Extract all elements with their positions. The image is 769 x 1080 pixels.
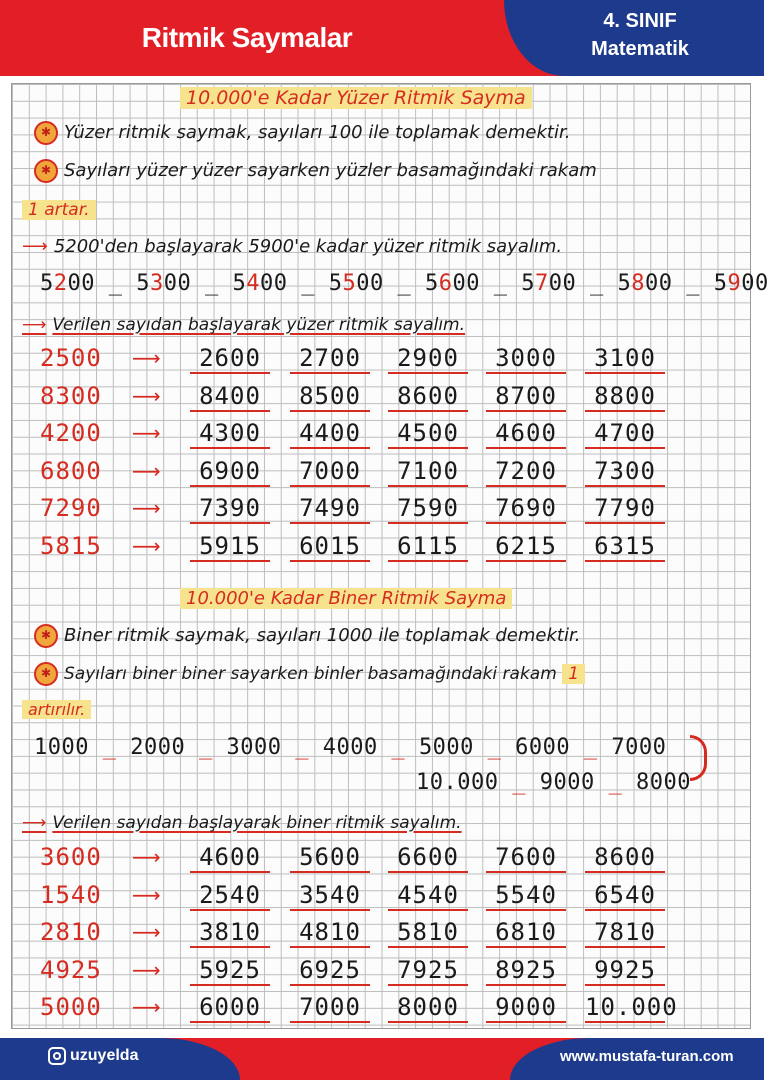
sequence-number: 5000 bbox=[418, 735, 474, 760]
right-arrow-icon: ⟶ bbox=[132, 346, 161, 370]
answer-cell: 7925 bbox=[388, 956, 468, 986]
answer-cell: 4700 bbox=[585, 419, 665, 449]
answer-cell: 9000 bbox=[486, 993, 566, 1023]
answer-cell: 7590 bbox=[388, 494, 468, 524]
sequence-number: 6000 bbox=[515, 735, 571, 760]
digit: 00 bbox=[645, 271, 673, 296]
answer-cell: 6540 bbox=[585, 881, 665, 911]
highlighted-digit: 9 bbox=[727, 271, 742, 296]
answer-cell: 8700 bbox=[486, 382, 566, 412]
table-row bbox=[40, 532, 680, 562]
table-row bbox=[40, 344, 680, 374]
start-number: 3600 bbox=[40, 843, 102, 871]
answer-cell: 6000 bbox=[190, 993, 270, 1023]
answer-cell: 2700 bbox=[290, 344, 370, 374]
table-row bbox=[40, 881, 680, 911]
answer-cell: 7600 bbox=[486, 843, 566, 873]
sequence-separator: _ bbox=[383, 271, 425, 296]
sequence-number: 8000 bbox=[635, 770, 691, 795]
start-number: 7290 bbox=[40, 494, 102, 522]
answer-cell: 3540 bbox=[290, 881, 370, 911]
section1-rule1: ✱ Yüzer ritmik saymak, sayıları 100 ile toplamak demektir. bbox=[34, 121, 570, 145]
digit: 5 bbox=[713, 271, 728, 296]
star-bullet-icon: ✱ bbox=[34, 662, 58, 686]
answer-cell: 7490 bbox=[290, 494, 370, 524]
right-arrow-icon: ⟶ bbox=[22, 236, 48, 257]
answer-cell: 5600 bbox=[290, 843, 370, 873]
start-number: 6800 bbox=[40, 456, 102, 485]
right-arrow-icon: ⟶ bbox=[132, 957, 161, 982]
star-bullet-icon: ✱ bbox=[34, 624, 58, 648]
digit: 00 bbox=[260, 271, 288, 296]
sequence-number bbox=[40, 271, 95, 296]
highlighted-digit: 6 bbox=[438, 271, 453, 296]
sequence-separator: _ bbox=[287, 271, 329, 296]
right-arrow-icon: ⟶ bbox=[132, 496, 161, 520]
answer-cell: 6315 bbox=[585, 532, 665, 562]
digit: 5 bbox=[136, 271, 150, 296]
answer-cell: 7100 bbox=[388, 457, 468, 487]
answer-cell: 4810 bbox=[290, 918, 370, 948]
sequence-number: 4000 bbox=[322, 735, 378, 760]
table-row bbox=[40, 956, 680, 986]
answer-cell: 4300 bbox=[190, 419, 270, 449]
sequence-separator: _ bbox=[576, 271, 618, 296]
right-arrow-icon: ⟶ bbox=[22, 813, 47, 833]
sequence-separator: _ bbox=[480, 271, 522, 296]
start-number: 5000 bbox=[40, 993, 102, 1021]
sequence-separator: _ bbox=[185, 735, 227, 760]
table-row bbox=[40, 419, 680, 449]
right-arrow-icon: ⟶ bbox=[132, 383, 161, 408]
answer-cell: 2600 bbox=[190, 344, 270, 374]
answer-cell: 7810 bbox=[585, 918, 665, 948]
sequence-number: 9000 bbox=[539, 770, 595, 795]
section1-rule2: ✱ Sayıları yüzer yüzer sayarken yüzler basamağındaki rakam bbox=[34, 159, 597, 183]
start-number: 1540 bbox=[40, 880, 102, 909]
sequence-number: 7000 bbox=[611, 735, 667, 760]
answer-cell: 8800 bbox=[585, 382, 665, 412]
highlighted-digit: 4 bbox=[246, 271, 260, 296]
digit: 5 bbox=[40, 271, 54, 296]
website-link[interactable]: www.mustafa-turan.com bbox=[560, 1048, 734, 1065]
sequence-number: 1000 bbox=[34, 735, 89, 760]
sequence-separator: _ bbox=[473, 735, 516, 760]
sequence-number bbox=[136, 271, 191, 296]
answer-cell: 10.000 bbox=[585, 993, 678, 1021]
table-row bbox=[40, 843, 680, 873]
digit: 00 bbox=[67, 271, 95, 296]
start-number: 4925 bbox=[40, 955, 102, 984]
sequence-separator: _ bbox=[570, 735, 612, 760]
right-arrow-icon: ⟶ bbox=[132, 533, 161, 558]
answer-cell: 6810 bbox=[486, 918, 566, 948]
thousands-sequence-line1 bbox=[34, 735, 666, 760]
section2-title: 10.000'e Kadar Biner Ritmik Sayma bbox=[180, 588, 512, 609]
answer-cell: 4400 bbox=[290, 419, 370, 449]
section2-task-intro: ⟶ Verilen sayıdan başlayarak biner ritmik sayalım. bbox=[22, 813, 462, 833]
sequence-separator: _ bbox=[88, 735, 131, 760]
right-arrow-icon: ⟶ bbox=[132, 421, 161, 445]
answer-cell: 4600 bbox=[486, 419, 566, 449]
digit: 00 bbox=[163, 271, 192, 296]
sequence-separator: _ bbox=[281, 735, 323, 760]
sequence-number bbox=[521, 271, 576, 296]
sequence-separator: _ bbox=[191, 271, 233, 296]
section2-rule1: ✱ Biner ritmik saymak, sayıları 1000 ile toplamak demektir. bbox=[34, 624, 580, 648]
answer-cell: 7790 bbox=[585, 494, 665, 524]
sequence-number: 2000 bbox=[130, 735, 186, 760]
answer-cell: 8600 bbox=[585, 843, 665, 873]
answer-cell: 7000 bbox=[290, 993, 370, 1023]
answer-cell: 4500 bbox=[388, 419, 468, 449]
highlighted-one: 1 bbox=[562, 664, 585, 684]
sequence-number bbox=[425, 271, 480, 296]
start-number: 2810 bbox=[40, 918, 102, 946]
sequence-number bbox=[233, 271, 288, 296]
page-title: Ritmik Saymalar bbox=[141, 22, 353, 53]
answer-cell: 5810 bbox=[388, 918, 468, 948]
right-arrow-icon: ⟶ bbox=[132, 845, 161, 869]
grade-label: 4. SINIF bbox=[603, 10, 677, 32]
answer-cell: 3810 bbox=[190, 918, 270, 948]
table-row bbox=[40, 382, 680, 412]
star-bullet-icon: ✱ bbox=[34, 121, 58, 145]
answer-cell: 7390 bbox=[190, 494, 270, 524]
answer-cell: 8500 bbox=[290, 382, 370, 412]
start-number: 4200 bbox=[40, 419, 102, 447]
digit: 00 bbox=[741, 271, 769, 296]
answer-cell: 7690 bbox=[486, 494, 566, 524]
answer-cell: 6115 bbox=[388, 532, 468, 562]
start-number: 8300 bbox=[40, 381, 102, 410]
table-row bbox=[40, 993, 680, 1023]
answer-cell: 6900 bbox=[190, 457, 270, 487]
example-sequence bbox=[40, 271, 769, 296]
start-number: 2500 bbox=[40, 344, 102, 372]
digit: 00 bbox=[452, 271, 480, 296]
answer-cell: 8600 bbox=[388, 382, 468, 412]
subject-label: Matematik bbox=[591, 38, 689, 60]
answer-cell: 3000 bbox=[486, 344, 566, 374]
answer-cell: 5915 bbox=[190, 532, 270, 562]
sequence-separator: _ bbox=[377, 735, 419, 760]
answer-cell: 7000 bbox=[290, 457, 370, 487]
answer-cell: 4600 bbox=[190, 843, 270, 873]
right-arrow-icon: ⟶ bbox=[22, 315, 47, 335]
answer-cell: 7200 bbox=[486, 457, 566, 487]
sequence-separator: _ bbox=[594, 770, 636, 795]
section1-example-intro: ⟶ 5200'den başlayarak 5900'e kadar yüzer ritmik sayalım. bbox=[22, 236, 563, 257]
sequence-number bbox=[714, 271, 769, 296]
digit: 00 bbox=[548, 271, 577, 296]
answer-cell: 6215 bbox=[486, 532, 566, 562]
sequence-number: 10.000 bbox=[416, 770, 499, 795]
digit: 5 bbox=[328, 271, 343, 296]
answer-cell: 6600 bbox=[388, 843, 468, 873]
highlighted-digit: 3 bbox=[150, 271, 164, 296]
digit: 5 bbox=[617, 271, 632, 296]
sequence-separator: _ bbox=[498, 770, 540, 795]
section1-title: 10.000'e Kadar Yüzer Ritmik Sayma bbox=[180, 87, 532, 109]
answer-cell: 4540 bbox=[388, 881, 468, 911]
highlighted-digit: 5 bbox=[342, 271, 357, 296]
highlighted-digit: 7 bbox=[535, 271, 549, 296]
digit: 00 bbox=[356, 271, 384, 296]
answer-cell: 2900 bbox=[388, 344, 468, 374]
answer-cell: 8400 bbox=[190, 382, 270, 412]
section2-rule2-cont: artırılır. bbox=[22, 700, 91, 719]
right-arrow-icon: ⟶ bbox=[132, 920, 161, 944]
right-arrow-icon: ⟶ bbox=[132, 995, 161, 1019]
answer-cell: 5925 bbox=[190, 956, 270, 986]
table-row bbox=[40, 494, 680, 524]
sequence-separator: _ bbox=[672, 271, 714, 296]
section1-task-intro: ⟶ Verilen sayıdan başlayarak yüzer ritmik sayalım. bbox=[22, 315, 466, 335]
answer-cell: 6015 bbox=[290, 532, 370, 562]
table-row bbox=[40, 918, 680, 948]
answer-cell: 3100 bbox=[585, 344, 665, 374]
social-handle[interactable]: uzuyelda bbox=[70, 1047, 139, 1064]
table-row bbox=[40, 457, 680, 487]
sequence-separator: _ bbox=[95, 271, 137, 296]
answer-cell: 9925 bbox=[585, 956, 665, 986]
thousands-sequence-line2 bbox=[416, 770, 691, 795]
highlighted-digit: 2 bbox=[53, 271, 68, 296]
highlighted-digit: 8 bbox=[631, 271, 645, 296]
answer-cell: 5540 bbox=[486, 881, 566, 911]
answer-cell: 6925 bbox=[290, 956, 370, 986]
digit: 5 bbox=[521, 271, 535, 296]
star-bullet-icon: ✱ bbox=[34, 159, 58, 183]
digit: 5 bbox=[425, 271, 439, 296]
answer-cell: 8000 bbox=[388, 993, 468, 1023]
sequence-number bbox=[329, 271, 384, 296]
answer-cell: 2540 bbox=[190, 881, 270, 911]
section2-rule2: ✱ Sayıları biner biner sayarken binler basamağındaki rakam 1 bbox=[34, 662, 585, 686]
start-number: 5815 bbox=[40, 531, 102, 560]
digit: 5 bbox=[232, 271, 247, 296]
sequence-number bbox=[618, 271, 673, 296]
right-arrow-icon: ⟶ bbox=[132, 882, 161, 907]
answer-cell: 7300 bbox=[585, 457, 665, 487]
answer-cell: 8925 bbox=[486, 956, 566, 986]
section1-rule2-cont: 1 artar. bbox=[22, 200, 96, 220]
sequence-number: 3000 bbox=[226, 735, 282, 760]
right-arrow-icon: ⟶ bbox=[132, 458, 161, 483]
instagram-icon bbox=[48, 1047, 66, 1065]
